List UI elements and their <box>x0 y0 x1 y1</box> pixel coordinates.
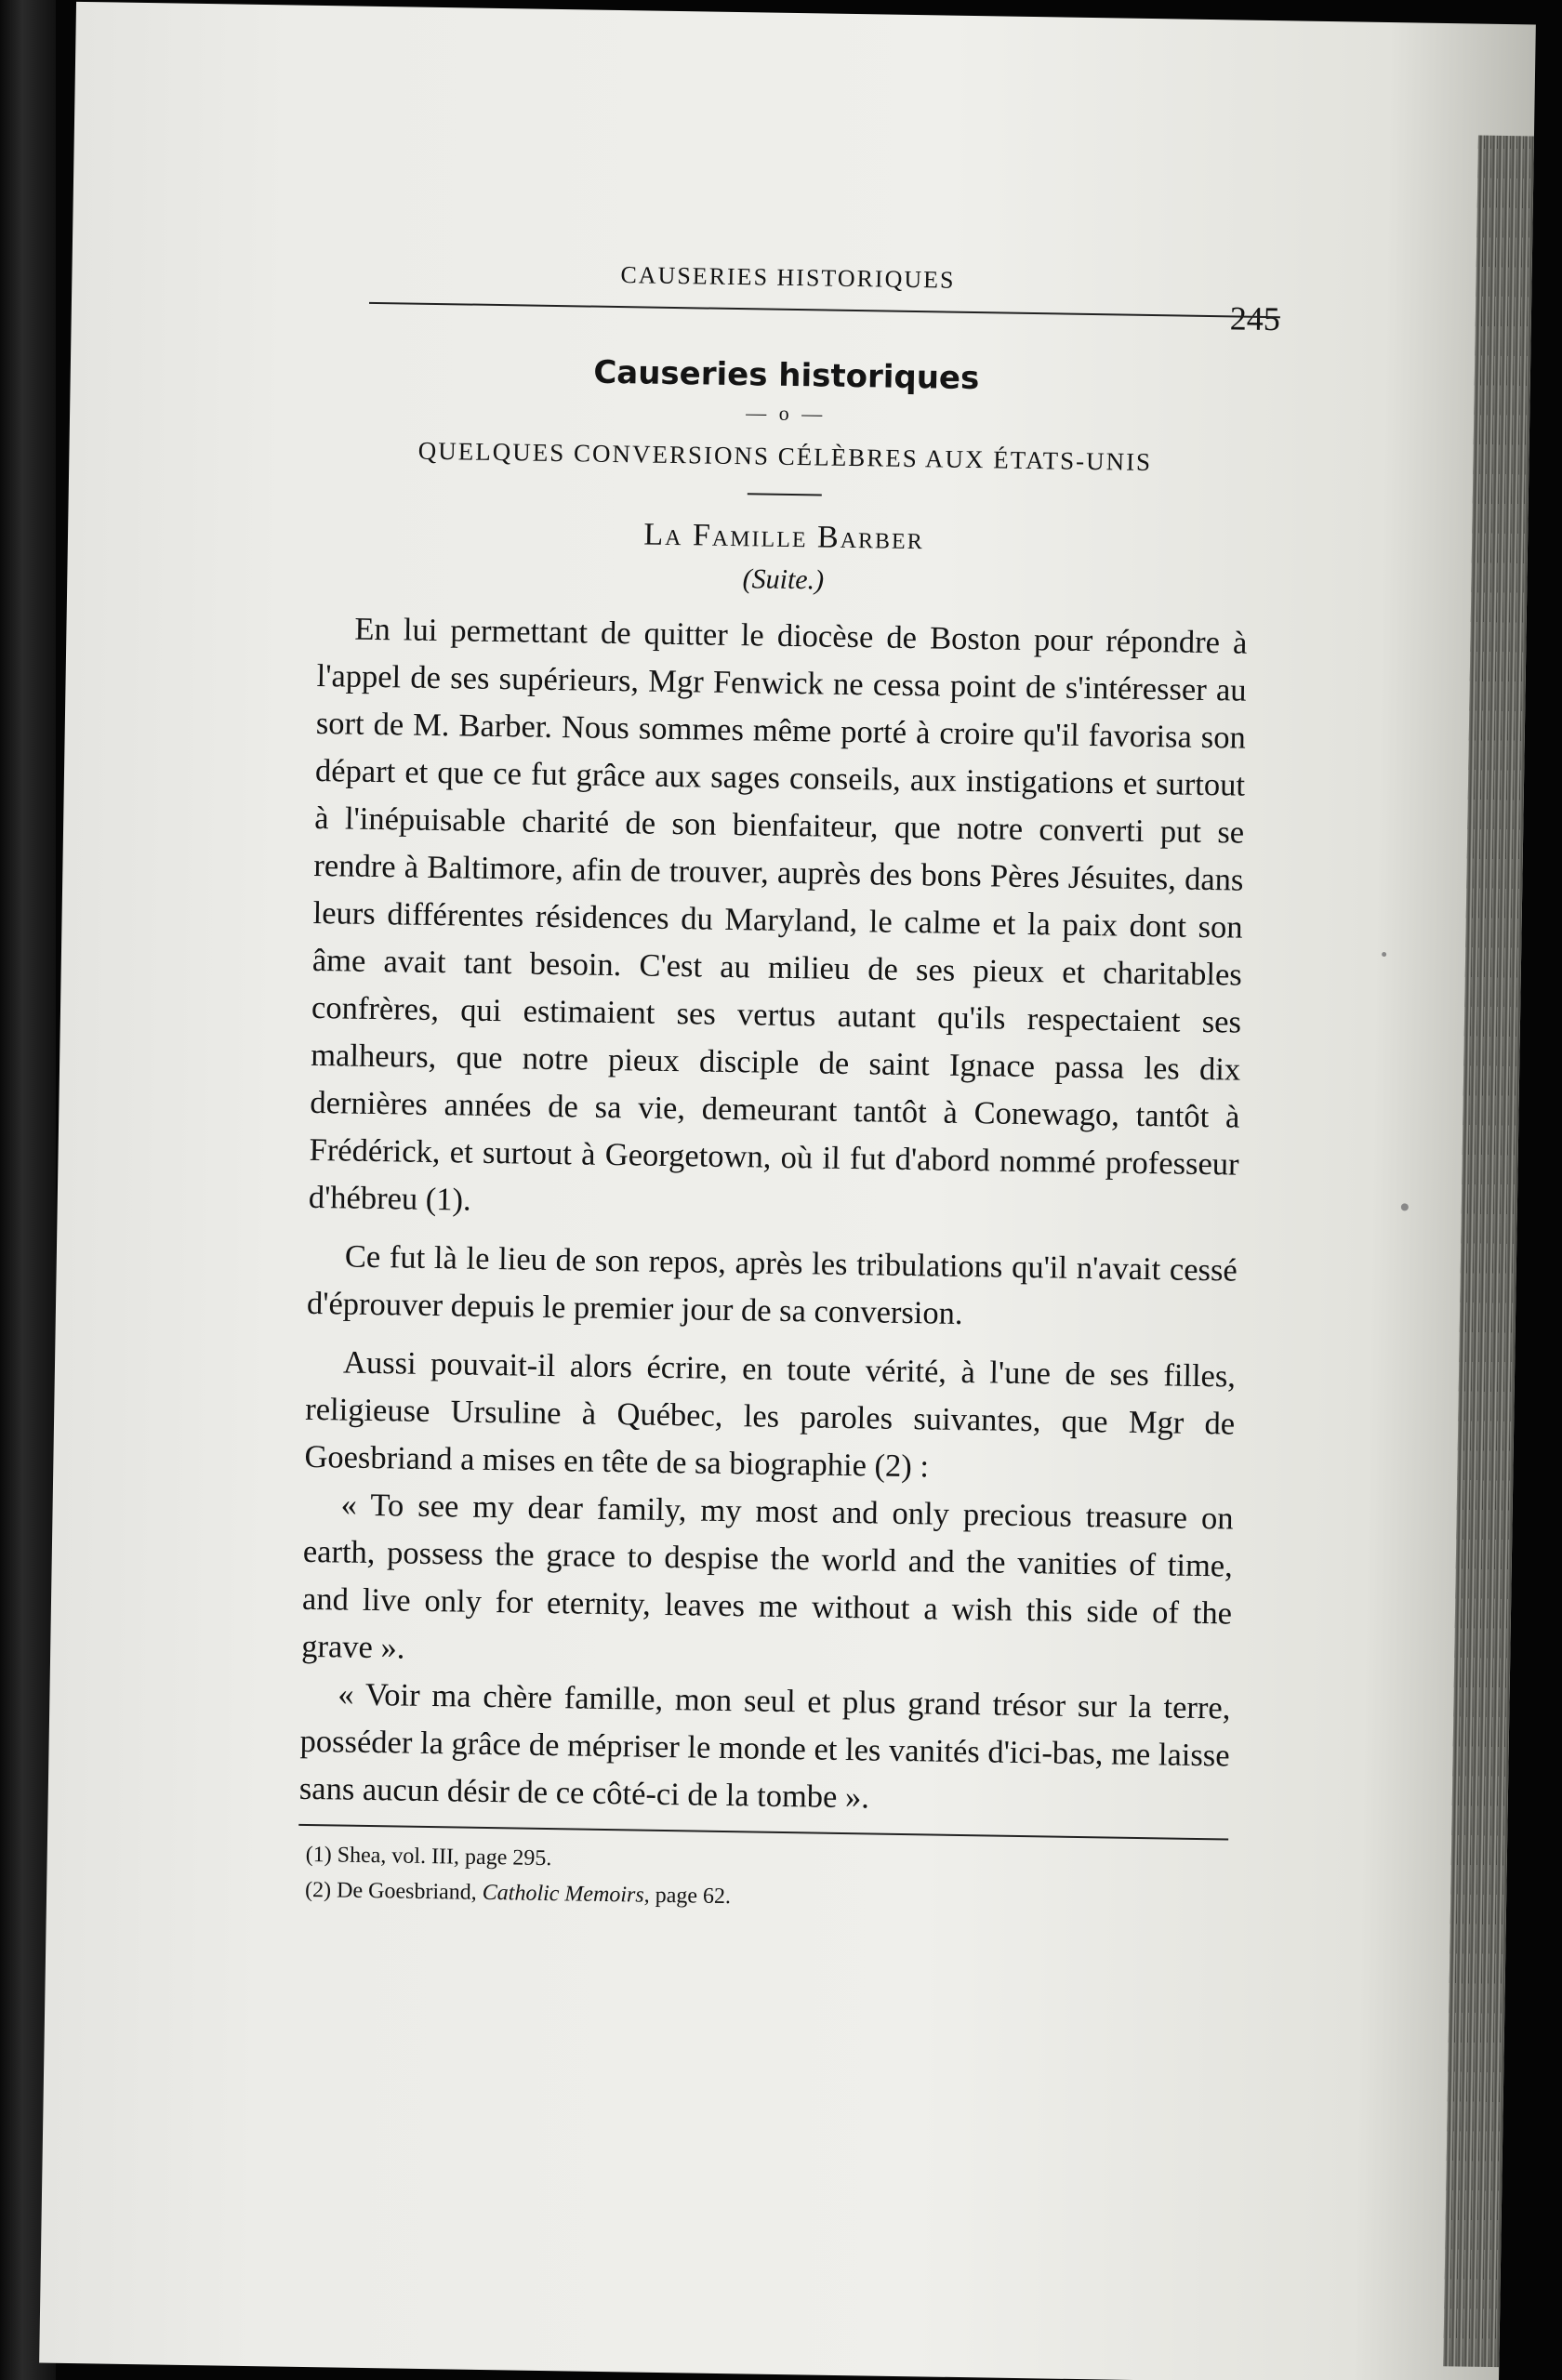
page-stack-edge <box>1443 136 1534 2368</box>
chapter-note: (Suite.) <box>742 563 825 596</box>
footnote-2-work: Catholic Memoirs <box>482 1880 644 1908</box>
dust-speck <box>1382 952 1386 957</box>
title-ornament: — o — <box>745 401 827 426</box>
footnote-1: (1) Shea, vol. III, page 295. <box>305 1842 552 1871</box>
subtitle-rule <box>748 493 822 496</box>
footnote-2-author: (2) De Goesbriand, <box>304 1877 483 1905</box>
footnote-rule <box>298 1824 1228 1841</box>
page-number: 245 <box>1229 299 1281 338</box>
english-quote: « To see my dear family, my most and only precious treasure on earth, possess the grace to despise the world and the vanities of time, and live only for eternity, leaves me without a wish this side of the grave ». <box>300 1487 1234 1666</box>
body-paragraph: Aussi pouvait-il alors écrire, en toute vérité, à l'une de ses filles, religieuse Ursuline à Québec, les paroles suivantes, que Mgr de Goesbriand a mises en tête de sa biographie (2) : <box>304 1344 1237 1485</box>
running-head-title: CAUSERIES HISTORIQUES <box>620 261 956 294</box>
dust-speck <box>1401 1203 1409 1210</box>
body-paragraph: Ce fut là le lieu de son repos, après les tribulations qu'il n'avait cessé d'éprouver depuis le premier jour de sa conversion. <box>306 1238 1238 1331</box>
article-subtitle: QUELQUES CONVERSIONS CÉLÈBRES AUX ÉTATS-UNIS <box>417 436 1153 477</box>
french-quote: « Voir ma chère famille, mon seul et plus grand trésor sur la terre, posséder la grâce de mépriser le monde et les vanités d'ici-bas, me laisse sans aucun désir de ce côté-ci de la tombe ». <box>298 1676 1231 1816</box>
section-title: Causeries historiques <box>593 353 980 398</box>
chapter-title: La Famille Barber <box>643 517 925 557</box>
footnote-2-page: , page 62. <box>643 1883 732 1910</box>
body-paragraph: En lui permettant de quitter le diocèse de Boston pour répondre à l'appel de ses supérieurs, Mgr Fenwick ne cessa point de s'intéresser au sort de M. Barber. Nous sommes même porté à croire qu'il favorisa son départ et que ce fut grâce aux sages conseils, aux instigations et surtout à l'inépuisable charité de son bienfaiteur, que notre converti put se rendre à Baltimore, afin de trouver, auprès des bons Pères Jésuites, dans leurs différentes résidences du Maryland, le calme et la paix dont son âme avait tant besoin. C'est au milieu de ses pieux et charitables confrères, qui estimaient ses vertus autant qu'ils respectaient ses malheurs, que notre pieux disciple de saint Ignace passa les dix dernières années de sa vie, demeurant tantôt à Conewago, tantôt à Frédérick, et surtout à Georgetown, où il fut d'abord nommé professeur d'hébreu (1). <box>308 611 1248 1218</box>
running-head-rule <box>369 302 1280 318</box>
running-head <box>323 257 1281 338</box>
article-body <box>298 605 1247 1828</box>
page-content <box>298 257 1281 1922</box>
book-page <box>39 2 1536 2380</box>
footnotes <box>298 1837 1228 1923</box>
